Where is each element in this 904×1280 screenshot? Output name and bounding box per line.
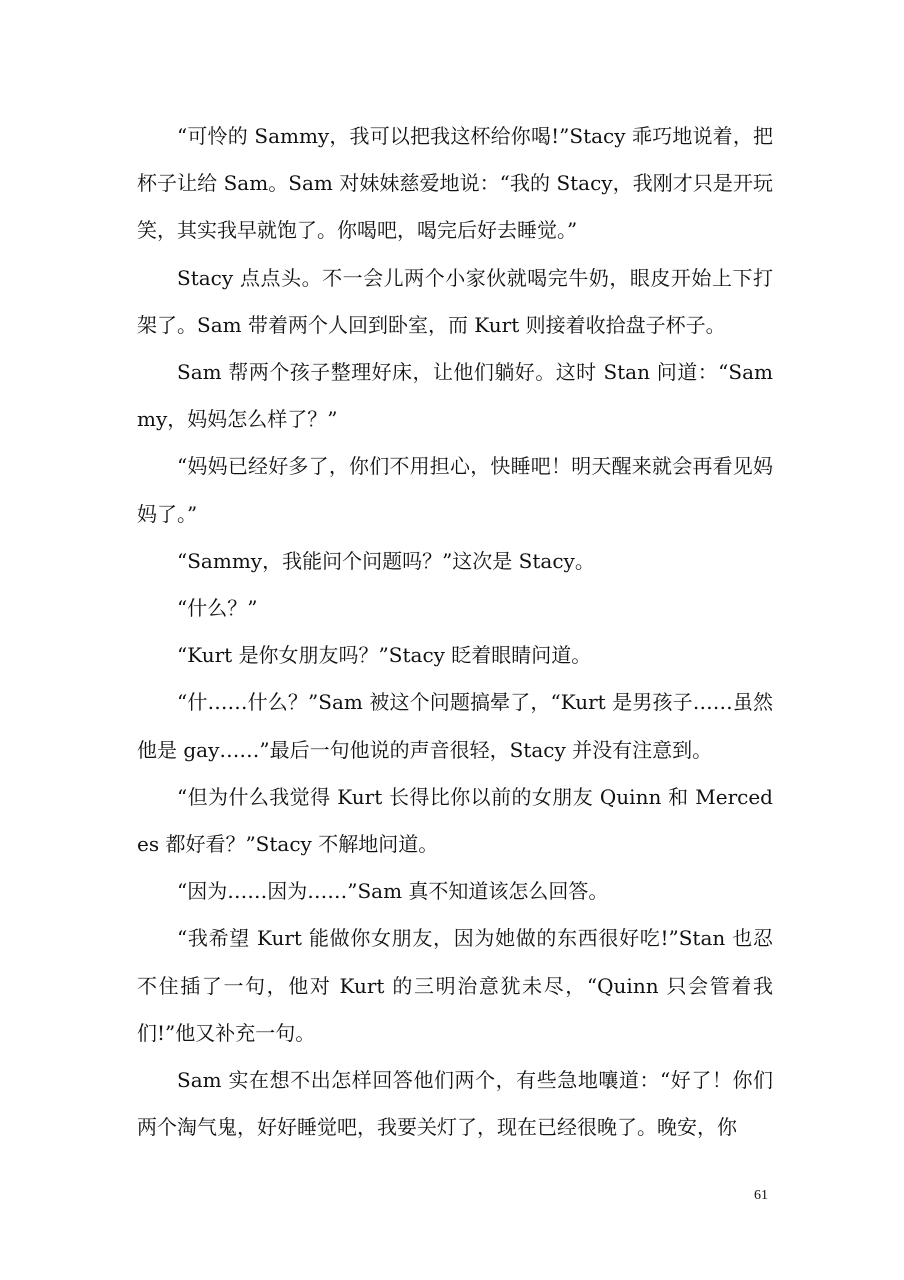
paragraph: “因为……因为……”Sam 真不知道该怎么回答。 xyxy=(177,879,609,904)
paragraph: Sam 帮两个孩子整理好床，让他们躺好。这时 Stan 问道：“Sammy，妈妈怎么样了？” xyxy=(137,360,773,432)
paragraph: “什……什么？”Sam 被这个问题搞晕了，“Kurt 是男孩子……虽然他是 gay……”最后一句他说的声音很轻，Stacy 并没有注意到。 xyxy=(137,690,773,762)
paragraph: Sam 实在想不出怎样回答他们两个，有些急地嚷道：“好了！你们两个淘气鬼，好好睡觉吧，我要关灯了，现在已经很晚了。晚安，你 xyxy=(137,1068,773,1140)
paragraph: “Kurt 是你女朋友吗？”Stacy 眨着眼睛问道。 xyxy=(177,643,592,668)
paragraph: “Sammy，我能问个问题吗？”这次是 Stacy。 xyxy=(177,548,595,573)
paragraph: “我希望 Kurt 能做你女朋友，因为她做的东西很好吃!”Stan 也忍不住插了一句，他对 Kurt 的三明治意犹未尽，“Quinn 只会管着我们!”他又补充一句。 xyxy=(137,926,773,1045)
paragraph: Stacy 点点头。不一会儿两个小家伙就喝完牛奶，眼皮开始上下打架了。Sam 带着两个人回到卧室，而 Kurt 则接着收拾盘子杯子。 xyxy=(137,265,773,337)
paragraph: “但为什么我觉得 Kurt 长得比你以前的女朋友 Quinn 和 Mercedes 都好看？”Stacy 不解地问道。 xyxy=(137,784,773,857)
paragraph: “妈妈已经好多了，你们不用担心，快睡吧！明天醒来就会再看见妈妈了。” xyxy=(137,454,773,526)
paragraph: “可怜的 Sammy，我可以把我这杯给你喝!”Stacy 乖巧地说着，把杯子让给 Sam。Sam 对妹妹慈爱地说：“我的 Stacy，我刚才只是开玩笑，其实我早就饱了。你喝吧，喝完后好去睡觉。” xyxy=(137,124,773,243)
paragraph: “什么？” xyxy=(177,596,258,621)
page-number: 61 xyxy=(754,1188,768,1203)
body-text xyxy=(137,113,773,1151)
